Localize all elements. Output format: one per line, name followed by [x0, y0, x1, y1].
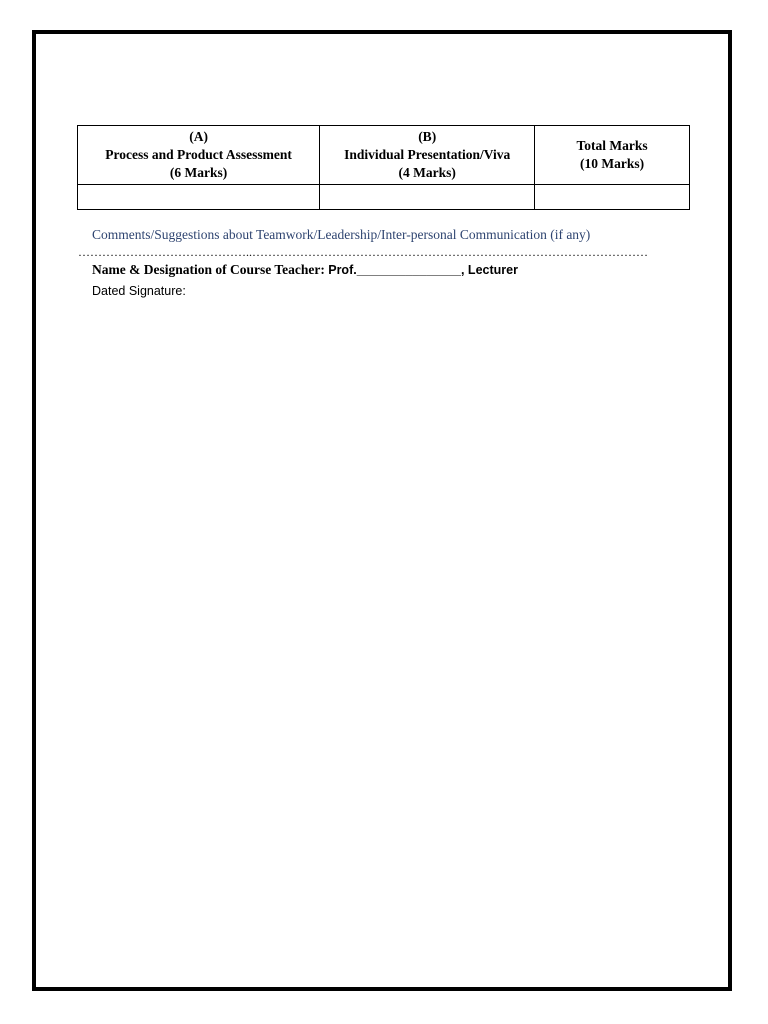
marks-table [77, 125, 690, 210]
course-teacher-prof: Prof._______________, Lecturer [328, 263, 518, 277]
cell-a-marks[interactable] [78, 185, 320, 210]
cell-b-marks[interactable] [320, 185, 535, 210]
cell-total-marks[interactable] [535, 185, 690, 210]
header-a-marks: (6 Marks) [169, 165, 228, 180]
marks-table-header-row [78, 126, 690, 185]
comments-dotted-line[interactable]: ……………………………………..……………………………………………………………………………………… [78, 245, 648, 259]
header-b-letter: (B) [418, 129, 437, 144]
header-b-marks: (4 Marks) [398, 165, 456, 180]
header-a-letter: (A) [189, 129, 208, 144]
header-a-title: Process and Product Assessment [105, 147, 292, 162]
header-c-marks: (10 Marks) [580, 156, 645, 171]
header-b-title: Individual Presentation/Viva [344, 147, 511, 162]
dated-signature-label: Dated Signature: [92, 284, 186, 298]
comments-label: Comments/Suggestions about Teamwork/Leadership/Inter-personal Communication (if any) [92, 227, 591, 242]
header-c-title: Total Marks [576, 138, 648, 153]
header-process-product-assessment [78, 126, 320, 185]
header-total-marks [535, 126, 690, 185]
course-teacher-line [92, 262, 518, 278]
header-individual-presentation [320, 126, 535, 185]
course-teacher-label: Name & Designation of Course Teacher: [92, 262, 325, 277]
marks-table-row [78, 185, 690, 210]
